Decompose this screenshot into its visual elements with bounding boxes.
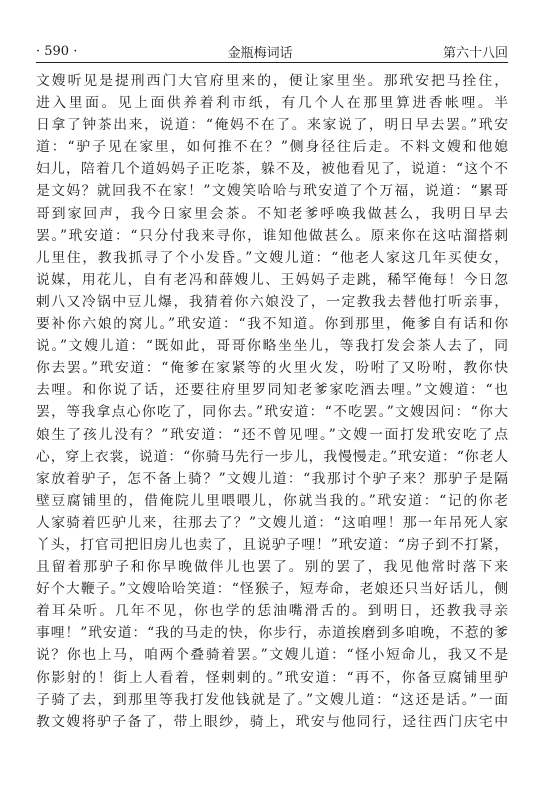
text-line: 说媒，用花儿，自有老冯和薛嫂儿、王妈妈子走跳，稀罕俺每！今日忽 bbox=[36, 271, 508, 288]
text-line: 你去罢。”玳安道：“俺爹在家紧等的火里火发，吩咐了又吩咐，教你快 bbox=[36, 360, 508, 377]
text-line: 进入里面。见上面供养着利市纸，有几个人在那里算进香帐哩。半 bbox=[36, 95, 508, 112]
header-rule bbox=[36, 62, 508, 63]
text-line: 道：“驴子见在家里，如何推不在？”侧身径往后走。不料文嫂和他媳 bbox=[36, 139, 508, 156]
text-line: 剌八又冷锅中豆儿爆，我猜着你六娘没了，一定教我去替他打听亲事， bbox=[36, 293, 508, 310]
text-line: 妇儿，陪着几个道妈妈子正吃茶，躲不及，被他看见了，说道：“这个不 bbox=[36, 161, 508, 178]
text-line: 你影射的！街上人看着，怪剌剌的。”玳安道：“再不，你备豆腐铺里驴 bbox=[36, 669, 508, 686]
chapter-title: 第六十八回 bbox=[442, 45, 508, 61]
book-title: 金瓶梅词话 bbox=[227, 45, 293, 61]
text-line: 要补你六娘的窝儿。”玳安道：“我不知道。你到那里，俺爹自有话和你 bbox=[36, 316, 508, 333]
text-line: 罢。”玳安道：“只分付我来寻你，谁知他做甚么。原来你在这咕溜搭刺 bbox=[36, 227, 508, 244]
text-line: 教文嫂将驴子备了，带上眼纱，骑上，玳安与他同行，迳往西门庆宅中 bbox=[36, 713, 508, 730]
text-line: 罢，等我拿点心你吃了，同你去。”玳安道：“不吃罢。”文嫂因问：“你大 bbox=[36, 404, 508, 421]
running-header bbox=[36, 40, 508, 62]
text-line: 说。”文嫂儿道：“既如此，哥哥你略坐坐儿，等我打发会茶人去了，同 bbox=[36, 338, 508, 355]
text-line: 壁豆腐铺里的，借俺院儿里喂喂儿，你就当我的。”玳安道：“记的你老 bbox=[36, 492, 508, 509]
text-line: 是文妈？就回我不在家！”文嫂笑哈哈与玳安道了个万福，说道：“累哥 bbox=[36, 183, 508, 200]
text-line: 且留着那驴子和你早晚做伴儿也罢了。别的罢了，我见他常时落下来 bbox=[36, 559, 508, 576]
page-number: · 590 · bbox=[36, 43, 78, 59]
text-line: 文嫂听见是提刑西门大官府里来的，便让家里坐。那玳安把马拴住， bbox=[36, 73, 508, 89]
text-line: 着耳朵听。几年不见，你也学的恁油嘴滑舌的。到明日，还教我寻亲 bbox=[36, 603, 508, 620]
text-line: 家放着驴子，怎不备上骑？”文嫂儿道：“我那讨个驴子来？那驴子是隔 bbox=[36, 470, 508, 487]
text-line: 丫头，打官司把旧房儿也卖了，且说驴子哩！”玳安道：“房子到不打紧， bbox=[36, 536, 508, 553]
text-line: 心，穿上衣裳，说道：“你骑马先行一步儿，我慢慢走。”玳安道：“你老人 bbox=[36, 448, 508, 465]
text-line: 事哩！”玳安道：“我的马走的快，你步行，赤道挨磨到多咱晚，不惹的爹 bbox=[36, 625, 508, 642]
body-text bbox=[36, 70, 508, 733]
text-line: 娘生了孩儿没有？”玳安道：“还不曾见哩。”文嫂一面打发玳安吃了点 bbox=[36, 426, 508, 443]
text-line: 日拿了钟茶出来，说道：“俺妈不在了。来家说了，明日早去罢。”玳安 bbox=[36, 117, 508, 134]
text-line: 哥到家回声，我今日家里会茶。不知老爹呼唤我做甚么，我明日早去 bbox=[36, 205, 508, 222]
text-line: 去哩。和你说了话，还要往府里罗同知老爹家吃酒去哩。”文嫂道：“也 bbox=[36, 382, 508, 399]
text-line: 子骑了去，到那里等我打发他钱就是了。”文嫂儿道：“这还是话。”一面 bbox=[36, 691, 508, 708]
text-line: 好个大鞭子。”文嫂哈哈笑道：“怪猴子，短寿命，老娘还只当好话儿，侧 bbox=[36, 581, 508, 598]
text-line: 说？你也上马，咱两个叠骑着罢。”文嫂儿道：“怪小短命儿，我又不是 bbox=[36, 647, 508, 664]
text-line: 儿里住，教我抓寻了个小发昏。”文嫂儿道：“他老人家这几年买使女， bbox=[36, 249, 508, 266]
text-line: 人家骑着匹驴儿来，往那去了？”文嫂儿道：“这咱哩！那一年吊死人家 bbox=[36, 514, 508, 531]
